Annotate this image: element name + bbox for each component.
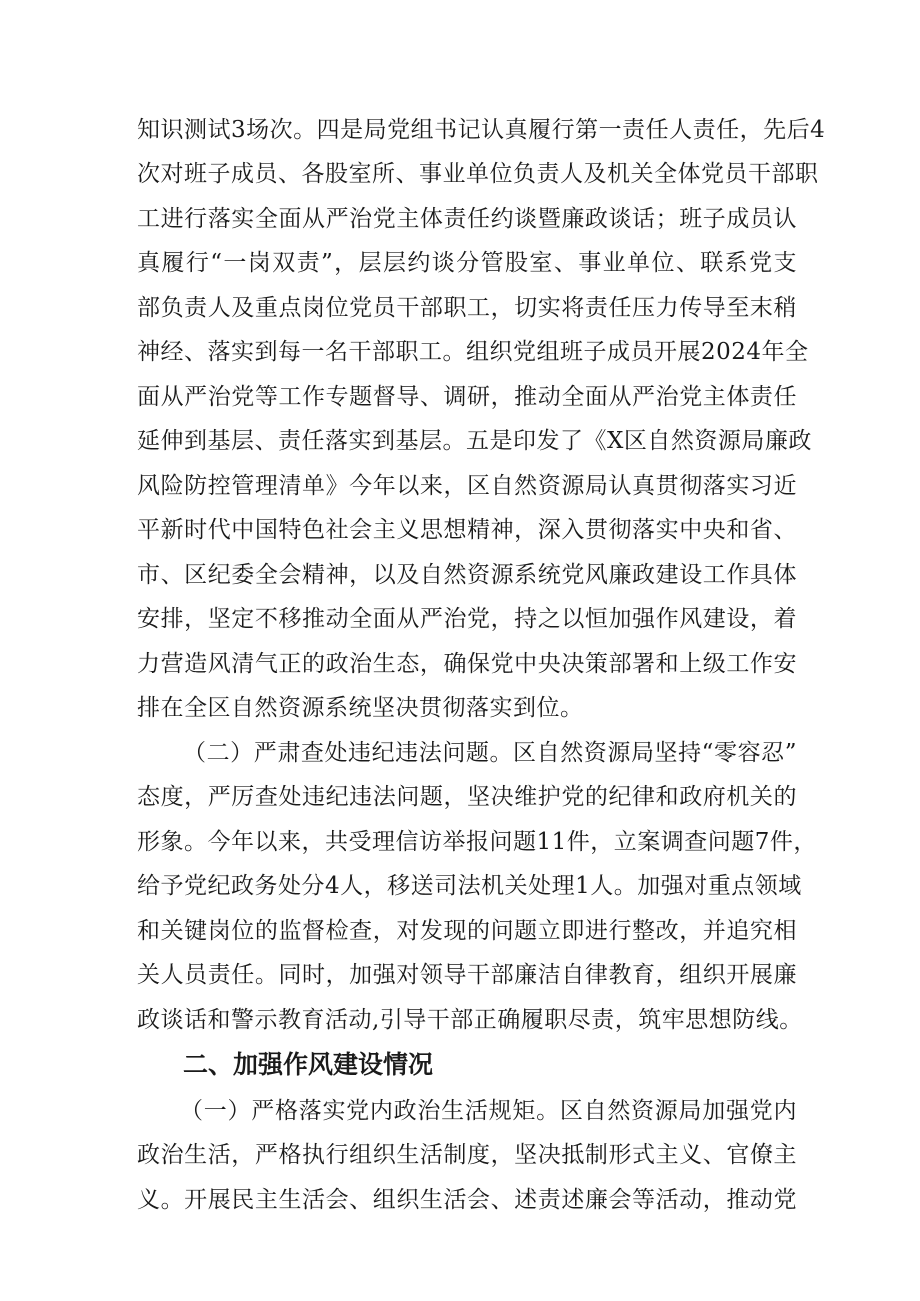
text-line: （二）严肃查处违纪违法问题。区自然资源局坚持“零容忍” xyxy=(183,740,797,766)
text-line: 风险防控管理清单》今年以来，区自然资源局认真贯彻落实习近 xyxy=(137,473,797,499)
text-line: 政谈话和警示教育活动,引导干部正确履职尽责，筑牢思想防线。 xyxy=(137,1007,803,1033)
text-line: 关人员责任。同时，加强对领导干部廉洁自律教育，组织开展廉 xyxy=(137,962,797,988)
text-line: 市、区纪委全会精神，以及自然资源系统党风廉政建设工作具体 xyxy=(137,562,797,588)
text-line: 面从严治党等工作专题督导、调研，推动全面从严治党主体责任 xyxy=(137,384,797,410)
text-line: 平新时代中国特色社会主义思想精神，深入贯彻落实中央和省、 xyxy=(137,517,797,543)
text-line: 部负责人及重点岗位党员干部职工，切实将责任压力传导至末稍 xyxy=(137,295,797,321)
text-line: 政治生活，严格执行组织生活制度，坚决抵制形式主义、官僚主 xyxy=(137,1142,797,1168)
text-line: 次对班子成员、各股室所、事业单位负责人及机关全体党员干部职 xyxy=(137,161,819,187)
text-line: 延伸到基层、责任落实到基层。五是印发了《X区自然资源局廉政 xyxy=(137,428,812,454)
text-line: 排在全区自然资源系统坚决贯彻落实到位。 xyxy=(137,695,584,721)
text-line: 态度，严厉查处违纪违法问题，坚决维护党的纪律和政府机关的 xyxy=(137,784,797,810)
text-line: 力营造风清气正的政治生态，确保党中央决策部署和上级工作安 xyxy=(137,651,797,677)
text-line: 知识测试3场次。四是局党组书记认真履行第一责任人责任，先后4 xyxy=(137,117,826,143)
text-line: 真履行“一岗双责”，层层约谈分管股室、事业单位、联系党支 xyxy=(137,250,797,276)
section-heading: 二、加强作风建设情况 xyxy=(183,1050,434,1079)
text-line: （一）严格落实党内政治生活规矩。区自然资源局加强党内 xyxy=(180,1098,797,1124)
text-line: 给予党纪政务处分4人，移送司法机关处理1人。加强对重点领域 xyxy=(137,873,802,899)
text-line: 工进行落实全面从严治党主体责任约谈暨廉政谈话；班子成员认 xyxy=(137,206,797,232)
text-line: 和关键岗位的监督检查，对发现的问题立即进行整改，并追究相 xyxy=(137,918,797,944)
text-line: 形象。今年以来，共受理信访举报问题11件，立案调查问题7件， xyxy=(137,829,817,855)
text-line: 神经、落实到每一名干部职工。组织党组班子成员开展2024年全 xyxy=(137,339,809,365)
text-line: 安排，坚定不移推动全面从严治党，持之以恒加强作风建设，着 xyxy=(137,606,797,632)
text-line: 义。开展民主生活会、组织生活会、述责述廉会等活动，推动党 xyxy=(137,1187,797,1213)
